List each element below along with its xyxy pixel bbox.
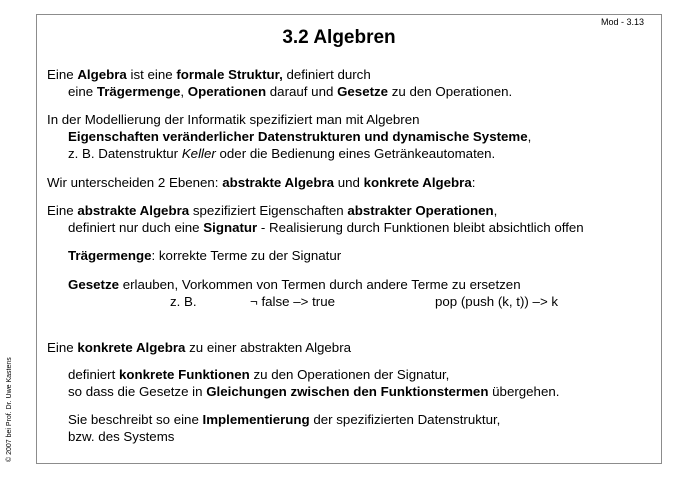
p4-line2: definiert nur duch eine Signatur - Realisierung durch Funktionen bleibt absichtlich offen [68, 220, 584, 235]
p6-example-1: ¬ false –> true [250, 294, 336, 309]
p1-line2: eine Trägermenge, Operationen darauf und Gesetze zu den Operationen. [68, 84, 513, 99]
p6-line1: Gesetze erlauben, Vorkommen von Termen durch andere Terme zu ersetzen [68, 277, 521, 292]
slide-id: Mod - 3.13 [601, 17, 645, 27]
p4-line1: Eine abstrakte Algebra spezifiziert Eigenschaften abstrakter Operationen, [47, 203, 498, 218]
p8-line2: so dass die Gesetze in Gleichungen zwischen den Funktionstermen übergehen. [68, 384, 560, 399]
p1-line1: Eine Algebra ist eine formale Struktur, definiert durch [47, 67, 371, 82]
p2-line2: Eigenschaften veränderlicher Datenstrukturen und dynamische Systeme, [68, 129, 532, 144]
p5-line1: Trägermenge: korrekte Terme zu der Signatur [68, 248, 342, 263]
p8-line1: definiert konkrete Funktionen zu den Operationen der Signatur, [68, 367, 450, 382]
p3-line1: Wir unterscheiden 2 Ebenen: abstrakte Algebra und konkrete Algebra: [47, 175, 476, 190]
p7-line1: Eine konkrete Algebra zu einer abstrakten Algebra [47, 340, 352, 355]
page-title: 3.2 Algebren [282, 27, 396, 48]
p9-line2: bzw. des Systems [68, 429, 175, 444]
p2-line1: In der Modellierung der Informatik spezifiziert man mit Algebren [47, 112, 420, 127]
p9-line1: Sie beschreibt so eine Implementierung der spezifizierten Datenstruktur, [68, 412, 501, 427]
p6-example-2: pop (push (k, t)) –> k [435, 294, 559, 309]
p2-line3: z. B. Datenstruktur Keller oder die Bedienung eines Getränkeautomaten. [68, 146, 496, 161]
copyright-notice: © 2007 bei Prof. Dr. Uwe Kastens [6, 357, 13, 462]
p6-example-label: z. B. [170, 294, 197, 309]
